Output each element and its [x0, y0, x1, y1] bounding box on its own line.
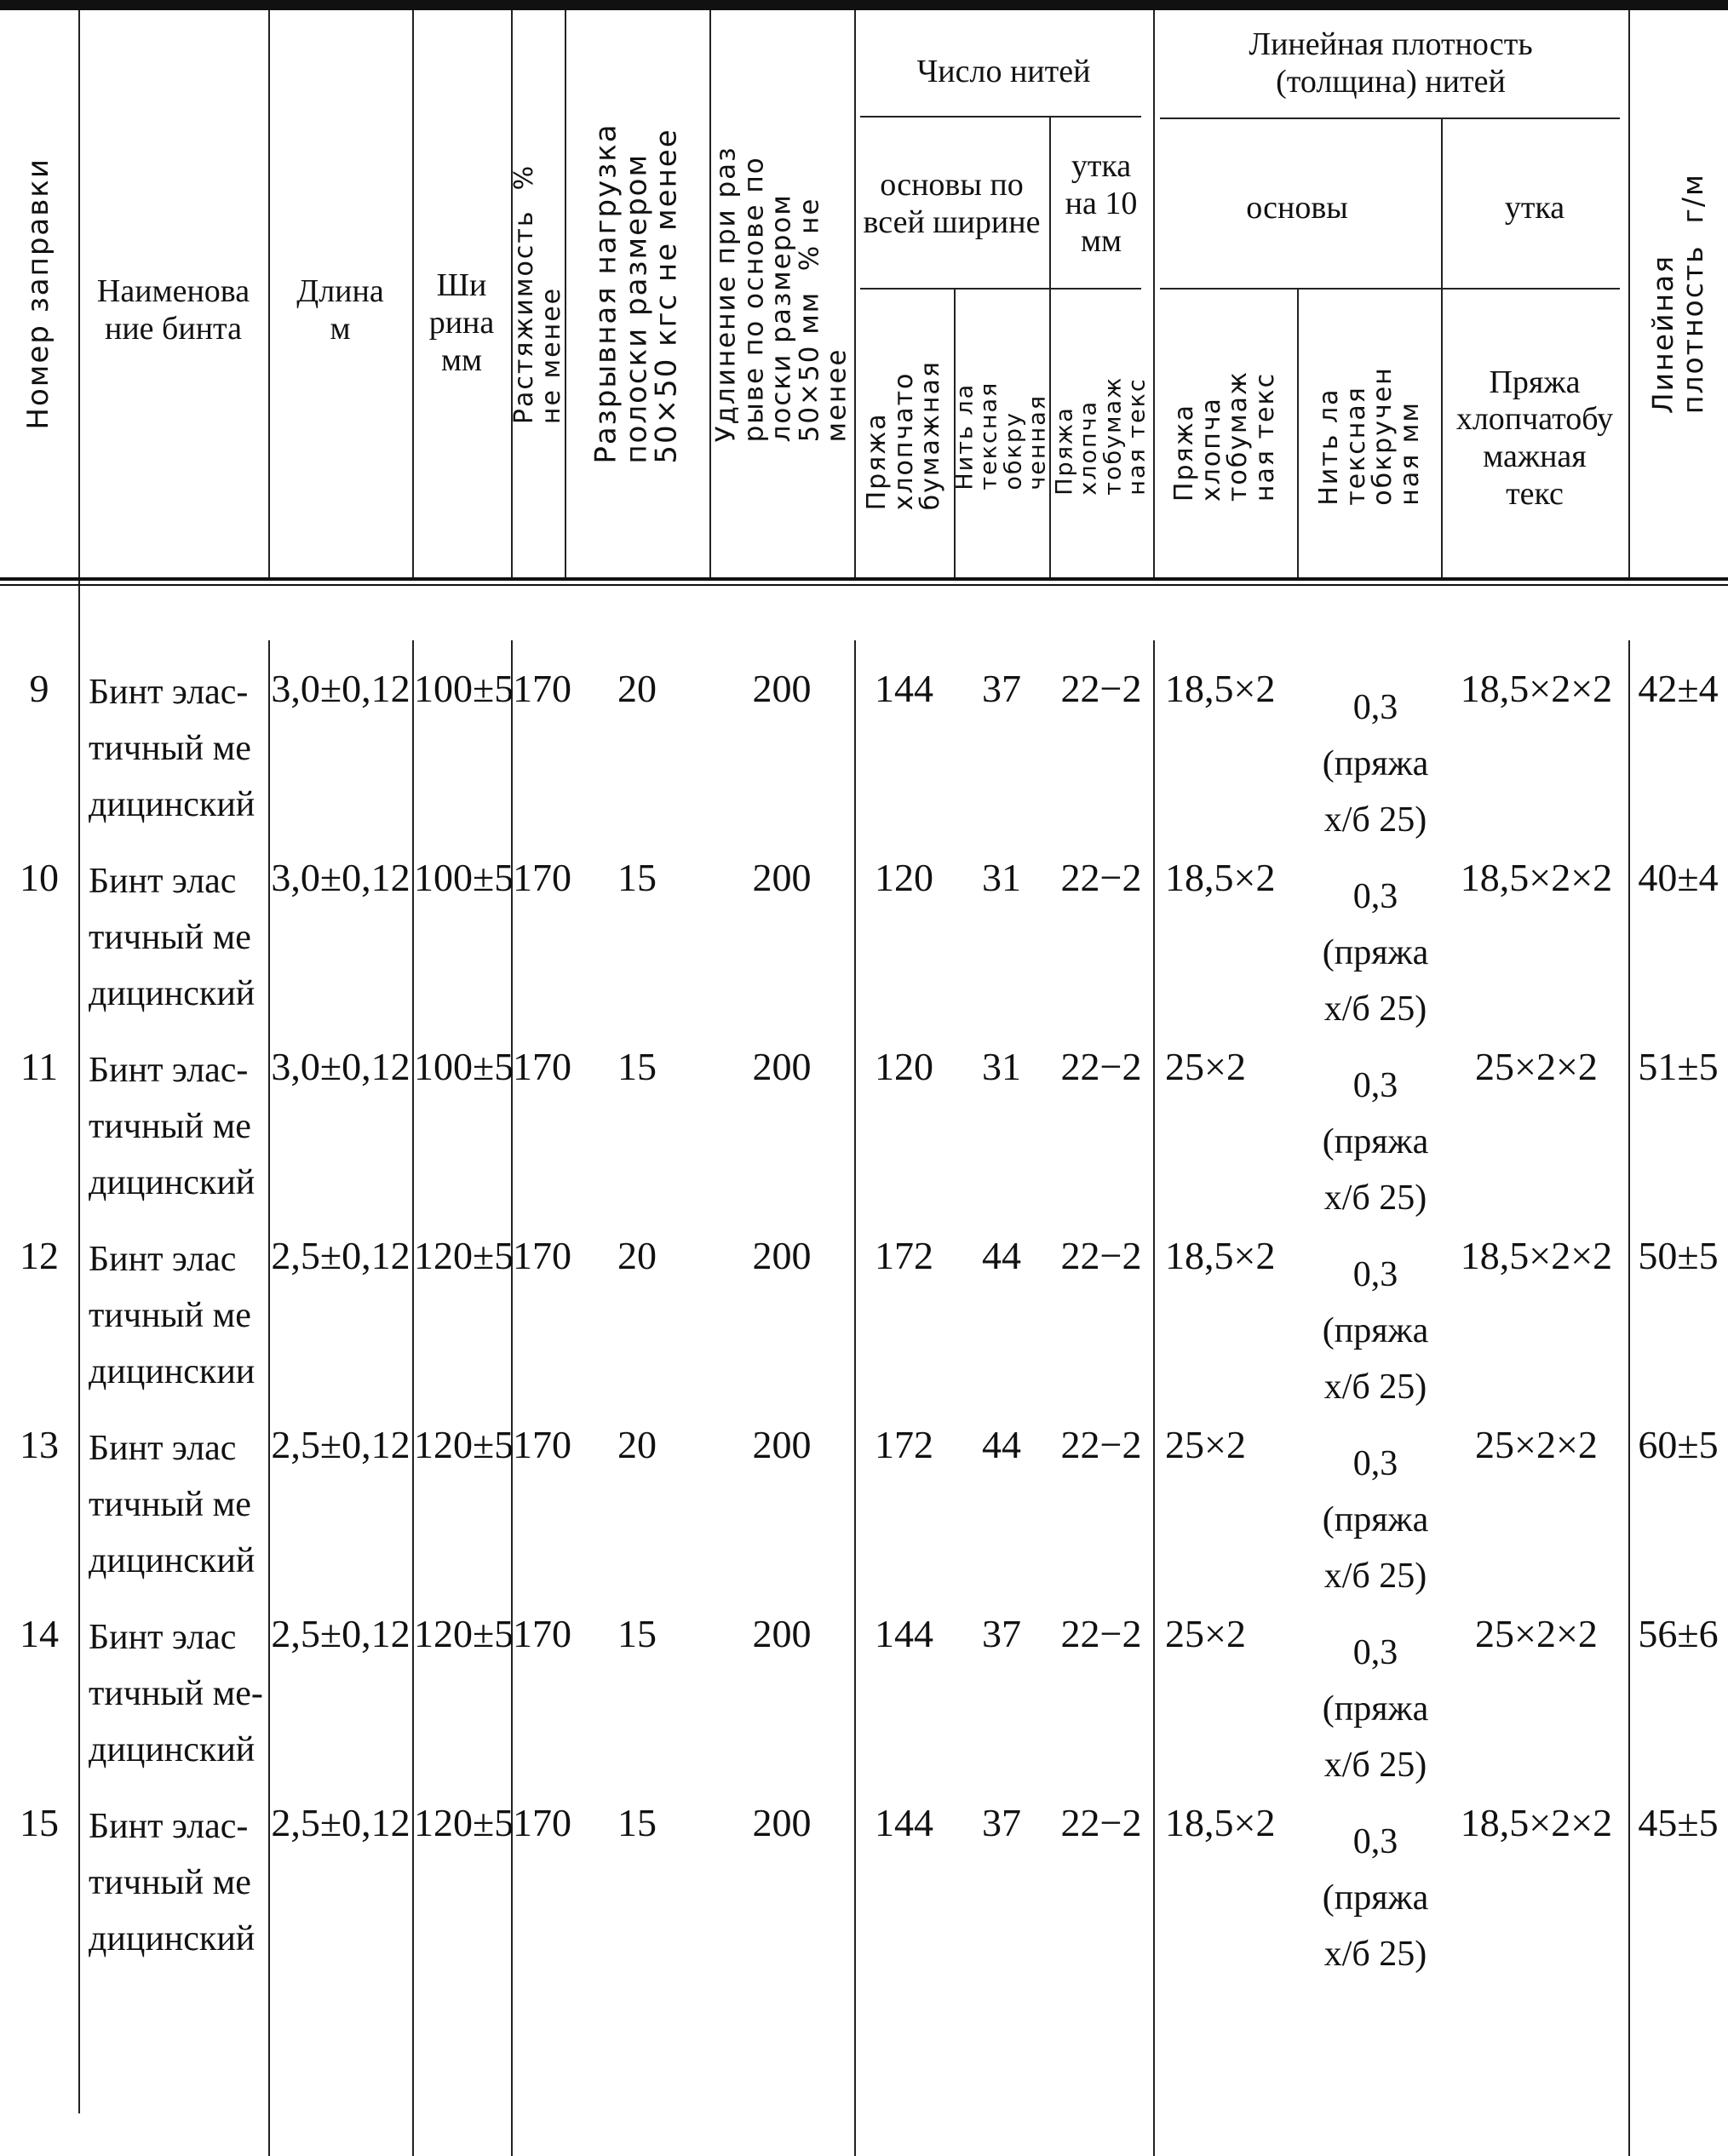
cell-load: 15: [617, 1045, 657, 1088]
cell-density: 40±4: [1638, 856, 1719, 899]
cell-elongation: 200: [752, 1045, 812, 1088]
cell-weft-count: 22−2: [1060, 667, 1142, 710]
cell-latex-count: 31: [982, 856, 1021, 899]
cell-width: 100±5: [414, 856, 514, 899]
cell-latex-count: 44: [982, 1234, 1021, 1277]
cell-elongation: 200: [752, 856, 812, 899]
header-warp: основы: [1246, 190, 1348, 226]
cell-latex-count: 44: [982, 1423, 1021, 1466]
cell-latex-count: 37: [982, 1612, 1021, 1655]
col-divider: [268, 640, 270, 2156]
cell-bandage-name: Бинт элас тичный ме дицинский: [89, 1429, 255, 1580]
header-name: Наименова ние бинта: [96, 273, 250, 347]
cell-warp-tex: 18,5×2: [1165, 1801, 1276, 1844]
cell-width: 100±5: [414, 1045, 514, 1088]
header-bottom-rule: [0, 577, 1728, 586]
header-width: Ши рина мм: [428, 267, 495, 378]
cell-width: 120±5: [414, 1612, 514, 1655]
header-stretch: Растяжимость % не менее: [509, 163, 566, 424]
cell-weft-count: 22−2: [1060, 1045, 1142, 1088]
row-number: 13: [20, 1423, 59, 1466]
cell-latex-thread-mm: 0,3 (пряжа х/б 25): [1322, 1444, 1429, 1596]
cell-length: 3,0±0,12: [271, 1045, 410, 1088]
row-divider: [860, 288, 1141, 290]
cell-load: 20: [617, 1423, 657, 1466]
cell-elongation: 200: [752, 1423, 812, 1466]
cell-latex-thread-mm: 0,3 (пряжа х/б 25): [1322, 688, 1429, 840]
cell-latex-thread-mm: 0,3 (пряжа х/б 25): [1322, 1633, 1429, 1785]
header-thread-count: Число нитей: [916, 54, 1091, 90]
cell-weft-tex: 18,5×2×2: [1460, 1234, 1613, 1277]
cell-weft-count: 22−2: [1060, 1801, 1142, 1844]
cell-weft-tex: 25×2×2: [1475, 1423, 1598, 1466]
cell-elongation: 200: [752, 667, 812, 710]
cell-weft-count: 22−2: [1060, 1612, 1142, 1655]
header-load: Разрывная нагрузка полоски размером 50×50 кгс не менее: [588, 123, 684, 465]
cell-bandage-name: Бинт элас- тичный ме дицинский: [89, 1807, 255, 1958]
cell-width: 120±5: [414, 1234, 514, 1277]
row-number: 14: [20, 1612, 59, 1655]
cell-length: 2,5±0,12: [271, 1612, 410, 1655]
cell-load: 20: [617, 1234, 657, 1277]
cell-bandage-name: Бинт элас- тичный ме дицинский: [89, 1051, 255, 1202]
col-divider: [1153, 640, 1155, 2156]
cell-weft-tex: 18,5×2×2: [1460, 667, 1613, 710]
cell-latex-count: 37: [982, 667, 1021, 710]
cell-cotton-count: 172: [875, 1234, 933, 1277]
cell-density: 56±6: [1638, 1612, 1719, 1655]
cell-weft-count: 22−2: [1060, 1423, 1142, 1466]
row-number: 15: [20, 1801, 59, 1844]
cell-weft-tex: 18,5×2×2: [1460, 856, 1613, 899]
cell-length: 2,5±0,12: [271, 1234, 410, 1277]
cell-warp-tex: 25×2: [1165, 1045, 1246, 1088]
header-weft-yarn-tex: Пряжа хлопчатобу мажная текс: [1455, 364, 1614, 512]
cell-warp-tex: 18,5×2: [1165, 1234, 1276, 1277]
row-divider: [1160, 118, 1620, 119]
cell-stretch: 170: [513, 667, 571, 710]
header-yarn-cotton: Пряжа хлопчато бумажная: [862, 360, 946, 511]
header-latex-wrapped-mm: Нить ла тексная обкручен ная мм: [1313, 365, 1424, 506]
header-length: Длина м: [296, 273, 384, 347]
cell-cotton-count: 144: [875, 667, 933, 710]
cell-weft-tex: 18,5×2×2: [1460, 1801, 1613, 1844]
cell-stretch: 170: [513, 1234, 571, 1277]
cell-density: 45±5: [1638, 1801, 1719, 1844]
cell-stretch: 170: [513, 1423, 571, 1466]
cell-latex-thread-mm: 0,3 (пряжа х/б 25): [1322, 1066, 1429, 1218]
cell-length: 2,5±0,12: [271, 1423, 410, 1466]
cell-load: 15: [617, 1801, 657, 1844]
row-number: 12: [20, 1234, 59, 1277]
cell-latex-count: 31: [982, 1045, 1021, 1088]
cell-density: 60±5: [1638, 1423, 1719, 1466]
cell-length: 3,0±0,12: [271, 667, 410, 710]
cell-width: 120±5: [414, 1423, 514, 1466]
header-latex-thread: Нить ла тексная обкру ченная: [951, 381, 1051, 490]
header-density-gm: Линейная плотность г/м: [1645, 173, 1709, 415]
cell-density: 42±4: [1638, 667, 1719, 710]
cell-cotton-count: 144: [875, 1612, 933, 1655]
row-number: 11: [20, 1045, 59, 1088]
cell-cotton-count: 144: [875, 1801, 933, 1844]
cell-width: 120±5: [414, 1801, 514, 1844]
cell-latex-thread-mm: 0,3 (пряжа х/б 25): [1322, 877, 1429, 1029]
cell-warp-tex: 18,5×2: [1165, 856, 1276, 899]
cell-load: 20: [617, 667, 657, 710]
cell-bandage-name: Бинт элас- тичный ме дицинский: [89, 673, 255, 824]
top-rule: [0, 0, 1728, 10]
cell-elongation: 200: [752, 1234, 812, 1277]
cell-density: 51±5: [1638, 1045, 1719, 1088]
cell-latex-thread-mm: 0,3 (пряжа х/б 25): [1322, 1822, 1429, 1974]
header-linear-density: Линейная плотность (толщина) нитей: [1249, 26, 1533, 100]
header-number: Номер заправки: [21, 158, 56, 430]
cell-weft-count: 22−2: [1060, 1234, 1142, 1277]
cell-latex-thread-mm: 0,3 (пряжа х/б 25): [1322, 1255, 1429, 1407]
cell-length: 2,5±0,12: [271, 1801, 410, 1844]
cell-stretch: 170: [513, 1612, 571, 1655]
cell-latex-count: 37: [982, 1801, 1021, 1844]
cell-weft-tex: 25×2×2: [1475, 1612, 1598, 1655]
row-divider: [860, 116, 1141, 118]
header-weft-yarn: Пряжа хлопча тобумаж ная текс: [1051, 376, 1151, 496]
cell-cotton-count: 120: [875, 856, 933, 899]
cell-cotton-count: 120: [875, 1045, 933, 1088]
cell-bandage-name: Бинт элас тичный ме дицинский: [89, 862, 255, 1013]
cell-length: 3,0±0,12: [271, 856, 410, 899]
row-number: 9: [29, 667, 49, 710]
header-weft-per-10mm: утка на 10 мм: [1065, 148, 1138, 259]
cell-weft-tex: 25×2×2: [1475, 1045, 1598, 1088]
cell-width: 100±5: [414, 667, 514, 710]
cell-stretch: 170: [513, 1045, 571, 1088]
cell-elongation: 200: [752, 1801, 812, 1844]
header-elongation: Удлинение при раз рыве по основе по лоски размером 50×50 мм % не менее: [710, 145, 853, 443]
cell-warp-tex: 18,5×2: [1165, 667, 1276, 710]
cell-bandage-name: Бинт элас тичный ме дицинскии: [89, 1240, 255, 1391]
cell-warp-tex: 25×2: [1165, 1423, 1246, 1466]
cell-warp-tex: 25×2: [1165, 1612, 1246, 1655]
cell-elongation: 200: [752, 1612, 812, 1655]
cell-load: 15: [617, 856, 657, 899]
row-number: 10: [20, 856, 59, 899]
header-warp-yarn-tex: Пряжа хлопча тобумаж ная текс: [1169, 370, 1280, 502]
header-warp-full-width: основы по всей ширине: [863, 167, 1041, 240]
row-divider: [1160, 288, 1620, 290]
cell-weft-count: 22−2: [1060, 856, 1142, 899]
cell-bandage-name: Бинт элас тичный ме- дицинский: [89, 1618, 263, 1769]
cell-cotton-count: 172: [875, 1423, 933, 1466]
cell-density: 50±5: [1638, 1234, 1719, 1277]
cell-stretch: 170: [513, 1801, 571, 1844]
cell-load: 15: [617, 1612, 657, 1655]
header-weft: утка: [1504, 190, 1565, 226]
cell-stretch: 170: [513, 856, 571, 899]
